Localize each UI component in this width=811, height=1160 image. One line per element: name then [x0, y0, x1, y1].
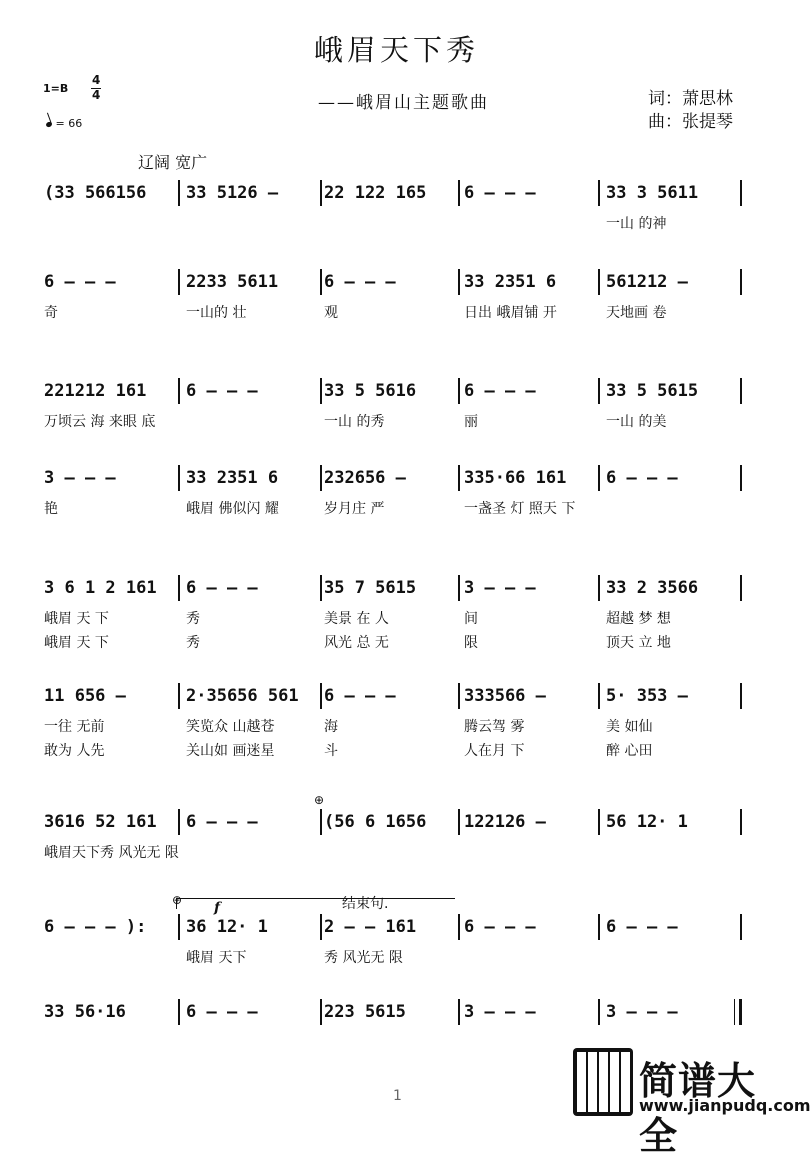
barline [598, 378, 600, 404]
piano-keys-icon [573, 1048, 633, 1116]
measure: 33 56·16 [44, 1002, 126, 1022]
lyric-line-1: 秀 [186, 611, 200, 627]
barline [740, 914, 742, 940]
measure: 33 5 5615 [606, 381, 699, 401]
barline [320, 180, 322, 206]
measure: 561212 – [606, 272, 688, 292]
measure: (56 6 1656 [324, 812, 427, 832]
barline [320, 809, 322, 835]
barline [740, 269, 742, 295]
measure: 3 – – – [464, 1002, 536, 1022]
measure: 3 – – – [44, 468, 116, 488]
site-logo [573, 1048, 811, 1158]
barline [458, 914, 460, 940]
measure: 2·35656 561 [186, 686, 299, 706]
measure: 6 – – – [186, 578, 258, 598]
time-signature-bottom: 4 [92, 88, 101, 102]
measure: 6 – – – [186, 812, 258, 832]
barline [320, 914, 322, 940]
barline [320, 378, 322, 404]
lyric-line-1: 峨眉 天下 [186, 950, 247, 966]
measure: 6 – – – [186, 381, 258, 401]
barline [598, 180, 600, 206]
measure: 6 – – – [464, 381, 536, 401]
barline [320, 683, 322, 709]
tempo-marking [46, 117, 82, 130]
tempo-value: = 66 [55, 117, 83, 130]
measure: 6 – – – [324, 272, 396, 292]
barline [178, 575, 180, 601]
key-signature: 1=B [43, 82, 69, 95]
lyric-line-2: 风光 总 无 [324, 635, 389, 651]
measure: 2 – – 161 [324, 917, 417, 937]
lyric-line-1: 一山 的神 [606, 216, 667, 232]
barline [320, 465, 322, 491]
coda-sign-icon: ⊕ [314, 793, 325, 807]
lyric-line-2: 醉 心田 [606, 743, 653, 759]
measure: 3 – – – [606, 1002, 678, 1022]
measure: 6 – – – [44, 272, 116, 292]
barline [320, 269, 322, 295]
measure: 36 12· 1 [186, 917, 268, 937]
barline [740, 683, 742, 709]
lyric-line-2: 秀 [186, 635, 200, 651]
logo-name: 简谱大全 [639, 1059, 757, 1158]
composer-credit: 曲：张提琴 [648, 112, 733, 132]
barline [740, 465, 742, 491]
barline [598, 914, 600, 940]
barline [598, 465, 600, 491]
measure: 6 – – – [186, 1002, 258, 1022]
quarter-note-icon [45, 121, 52, 128]
measure: 33 2351 6 [464, 272, 557, 292]
barline [598, 999, 600, 1025]
lyricist-credit: 词：萧思林 [648, 89, 733, 109]
barline [458, 683, 460, 709]
measure: 6 – – – [606, 917, 678, 937]
barline [598, 575, 600, 601]
measure: 33 3 5611 [606, 183, 699, 203]
lyric-line-1: 观 [324, 305, 338, 321]
dynamic-marking: f [214, 900, 221, 916]
measure: (33 566156 [44, 183, 147, 203]
barline [320, 575, 322, 601]
barline [178, 999, 180, 1025]
lyric-line-2: 斗 [324, 743, 338, 759]
barline [458, 180, 460, 206]
time-signature-top: 4 [92, 73, 101, 87]
lyric-line-1: 万顷云 海 来眼 底 [44, 414, 156, 430]
barline [740, 809, 742, 835]
measure: 3 6 1 2 161 [44, 578, 157, 598]
lyric-line-1: 海 [324, 719, 338, 735]
barline [178, 683, 180, 709]
measure: 221212 161 [44, 381, 147, 401]
measure: 6 – – – ): [44, 917, 147, 937]
lyric-line-2: 峨眉 天 下 [44, 635, 109, 651]
lyric-line-1: 岁月庄 严 [324, 501, 385, 517]
barline [458, 465, 460, 491]
measure: 223 5615 [324, 1002, 406, 1022]
barline [178, 465, 180, 491]
lyric-line-1: 美景 在 人 [324, 611, 389, 627]
lyric-line-1: 美 如仙 [606, 719, 653, 735]
lyric-line-2: 限 [464, 635, 478, 651]
barline [740, 575, 742, 601]
measure: 3 – – – [464, 578, 536, 598]
lyric-line-2: 人在月 下 [464, 743, 525, 759]
lyric-line-1: 一往 无前 [44, 719, 105, 735]
barline [320, 999, 322, 1025]
lyric-line-2: 顶天 立 地 [606, 635, 671, 651]
barline [740, 180, 742, 206]
measure: 3616 52 161 [44, 812, 157, 832]
lyric-line-2: 敢为 人先 [44, 743, 105, 759]
lyric-line-1: 间 [464, 611, 478, 627]
logo-url: www.jianpudq.com [639, 1096, 811, 1115]
song-title: 峨眉天下秀 [313, 33, 479, 67]
lyric-line-1: 秀 风光无 限 [324, 950, 403, 966]
coda-sign-icon-2: ⊕ [172, 893, 183, 907]
song-subtitle: ——峨眉山主题歌曲 [318, 93, 489, 113]
lyric-line-1: 奇 [44, 305, 58, 321]
barline [178, 809, 180, 835]
lyric-line-1: 日出 峨眉铺 开 [464, 305, 557, 321]
measure: 2233 5611 [186, 272, 279, 292]
barline [458, 575, 460, 601]
barline [598, 809, 600, 835]
lyric-line-1: 峨眉天下秀 风光无 限 [44, 845, 179, 861]
barline [178, 914, 180, 940]
barline [178, 180, 180, 206]
measure: 335·66 161 [464, 468, 567, 488]
lyric-line-1: 腾云驾 雾 [464, 719, 525, 735]
measure: 33 2 3566 [606, 578, 699, 598]
barline [598, 269, 600, 295]
measure: 22 122 165 [324, 183, 427, 203]
barline [458, 378, 460, 404]
lyric-line-1: 一山 的美 [606, 414, 667, 430]
lyric-line-2: 关山如 画迷星 [186, 743, 275, 759]
lyric-line-1: 峨眉 佛似闪 耀 [186, 501, 279, 517]
expression-marking: 辽阔 宽广 [138, 153, 208, 172]
lyric-line-1: 峨眉 天 下 [44, 611, 109, 627]
measure: 232656 – [324, 468, 406, 488]
barline [178, 378, 180, 404]
barline [458, 999, 460, 1025]
measure: 6 – – – [464, 183, 536, 203]
coda-label: 结束句. [342, 896, 389, 912]
measure: 56 12· 1 [606, 812, 688, 832]
measure: 33 5 5616 [324, 381, 417, 401]
measure: 35 7 5615 [324, 578, 417, 598]
measure: 6 – – – [324, 686, 396, 706]
measure: 6 – – – [606, 468, 678, 488]
measure: 122126 – [464, 812, 546, 832]
lyric-line-1: 一山的 壮 [186, 305, 247, 321]
lyric-line-1: 丽 [464, 414, 478, 430]
lyric-line-1: 超越 梦 想 [606, 611, 671, 627]
barline [178, 269, 180, 295]
measure: 5· 353 – [606, 686, 688, 706]
measure: 33 5126 – [186, 183, 279, 203]
lyric-line-1: 一山 的秀 [324, 414, 385, 430]
lyric-line-1: 天地画 卷 [606, 305, 667, 321]
lyric-line-1: 艳 [44, 501, 58, 517]
lyric-line-1: 笑览众 山越苍 [186, 719, 275, 735]
barline [458, 809, 460, 835]
barline [458, 269, 460, 295]
measure: 33 2351 6 [186, 468, 279, 488]
barline [598, 683, 600, 709]
page-number: 1 [393, 1088, 402, 1104]
final-barline [734, 999, 742, 1025]
measure: 11 656 – [44, 686, 126, 706]
barline [740, 378, 742, 404]
lyric-line-1: 一盏圣 灯 照天 下 [464, 501, 576, 517]
measure: 333566 – [464, 686, 546, 706]
measure: 6 – – – [464, 917, 536, 937]
